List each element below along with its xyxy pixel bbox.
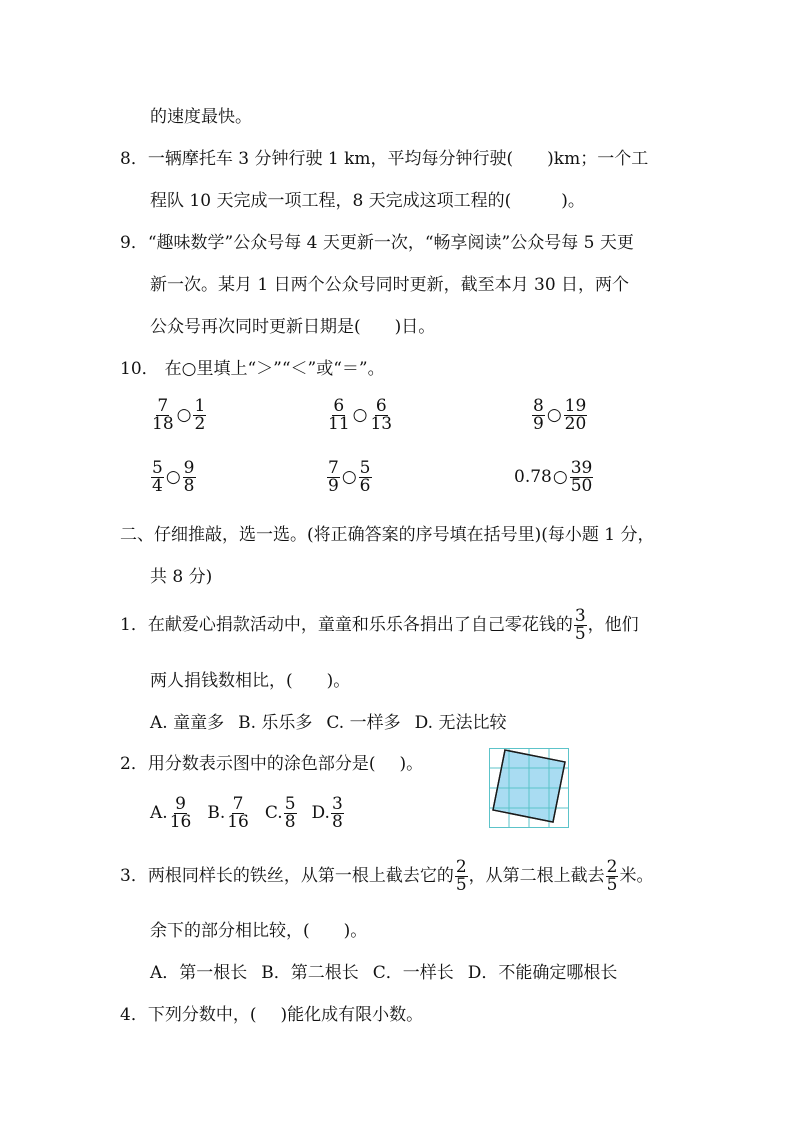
- fraction: $\frac{3}{5}$: [574, 606, 586, 644]
- q8-text-a: 一辆摩托车 3 分钟行驶 1 km，平均每分钟行驶(: [147, 149, 514, 169]
- mc3-text-b: ，从第二根上截去: [468, 866, 605, 886]
- fraction: $\frac{39}{50}$: [570, 458, 593, 496]
- fraction: $\frac{5}{4}$: [152, 458, 163, 496]
- mc1-text-2b: )。: [326, 671, 351, 691]
- mc3-line2: [150, 920, 367, 942]
- q10-item-1: [150, 398, 207, 433]
- mc1-text: 在献爱心捐款活动中，童童和乐乐各捐出了自己零花钱的: [147, 615, 573, 635]
- mc1-line2: [150, 670, 350, 692]
- mc3-line1: [120, 859, 653, 894]
- mc3-text-2a: 余下的部分相比较，(: [150, 921, 310, 941]
- q10-item-4: [150, 460, 197, 495]
- mc2-text-a: 用分数表示图中的涂色部分是(: [147, 754, 376, 774]
- q8-text-b: )km；一个工: [547, 149, 649, 169]
- fraction: $\frac{6}{13}$: [370, 396, 393, 434]
- compare-circle[interactable]: ○: [546, 405, 562, 425]
- q7-tail: 的速度最快。: [150, 107, 252, 127]
- compare-circle[interactable]: ○: [176, 405, 192, 425]
- fraction: $\frac{7}{18}$: [152, 396, 174, 434]
- section2-heading-line1: 二、仔细推敲，选一选。(将正确答案的序号填在括号里)(每小题 1 分，: [120, 525, 655, 545]
- q9-line3: [150, 316, 435, 338]
- fraction: $\frac{6}{11}$: [328, 396, 350, 434]
- q10-item-2: [326, 398, 394, 433]
- q10-item-3: [531, 398, 588, 433]
- fraction: $\frac{5}{6}$: [359, 458, 371, 496]
- fraction: $\frac{7}{9}$: [328, 458, 339, 496]
- mc3-option-b[interactable]: B．第二根长: [261, 963, 359, 983]
- q8-line2: [150, 190, 585, 212]
- mc2-option-b[interactable]: B. $\frac{7}{16}$: [207, 794, 249, 832]
- mc1-option-d[interactable]: D. 无法比较: [414, 713, 507, 733]
- fraction: $\frac{8}{9}$: [533, 396, 544, 434]
- q9-text-3b: )日。: [394, 317, 436, 337]
- mc3-number: 3．: [120, 866, 148, 886]
- q9-line1: [120, 232, 634, 254]
- decimal-value: 0.78: [514, 467, 552, 487]
- compare-circle[interactable]: ○: [341, 467, 357, 487]
- q10-item-5: [326, 460, 373, 495]
- mc3-option-a[interactable]: A．第一根长: [150, 963, 248, 983]
- q9-line2: 新一次。某月 1 日两个公众号同时更新，截至本月 30 日，两个: [150, 275, 630, 295]
- mc2-text-b: )。: [399, 754, 424, 774]
- fraction: $\frac{1}{2}$: [194, 396, 206, 434]
- mc1-line1: [120, 608, 639, 643]
- mc2-number: 2．: [120, 754, 148, 774]
- mc1-text-end: ，他们: [587, 615, 639, 635]
- q10-number: 10．: [120, 359, 159, 379]
- fraction: $\frac{2}{5}$: [606, 857, 618, 895]
- mc3-option-d[interactable]: D．不能确定哪根长: [467, 963, 618, 983]
- q10-item-6: [514, 460, 594, 495]
- mc1-options: [150, 712, 506, 734]
- q9-number: 9．: [120, 233, 148, 253]
- shaded-square-grid-figure: [489, 748, 569, 828]
- mc1-option-b[interactable]: B. 乐乐多: [238, 713, 313, 733]
- fraction: $\frac{19}{20}$: [564, 396, 587, 434]
- q10-text: 在○里填上“＞”“＜”或“＝”。: [164, 359, 385, 379]
- mc2-option-a[interactable]: A. $\frac{9}{16}$: [150, 794, 192, 832]
- mc3-text-c: 米。: [619, 866, 654, 886]
- mc4-text-a: 下列分数中，(: [147, 1005, 257, 1025]
- compare-circle[interactable]: ○: [352, 405, 368, 425]
- compare-circle[interactable]: ○: [552, 467, 568, 487]
- mc1-text-2a: 两人捐钱数相比，(: [150, 671, 293, 691]
- mc2-option-c[interactable]: C. $\frac{5}{8}$: [264, 794, 296, 832]
- mc3-option-c[interactable]: C．一样长: [372, 963, 454, 983]
- mc1-option-c[interactable]: C. 一样多: [326, 713, 401, 733]
- fraction: $\frac{9}{8}$: [183, 458, 195, 496]
- q8-line1: [120, 148, 648, 170]
- mc4-line1: [120, 1004, 423, 1026]
- mc4-number: 4．: [120, 1005, 148, 1025]
- q8-text-d: )。: [561, 191, 585, 211]
- q8-number: 8．: [120, 149, 148, 169]
- mc2-options: [150, 796, 345, 831]
- q9-text-1: “趣味数学”公众号每 4 天更新一次，“畅享阅读”公众号每 5 天更: [147, 233, 634, 253]
- q10-heading: [120, 358, 385, 380]
- section2-heading-line2: 共 8 分): [150, 567, 213, 587]
- mc1-option-a[interactable]: A. 童童多: [150, 713, 225, 733]
- mc4-text-b: )能化成有限小数。: [280, 1005, 424, 1025]
- mc2-option-d[interactable]: D. $\frac{3}{8}$: [311, 794, 343, 832]
- q8-text-c: 程队 10 天完成一项工程，8 天完成这项工程的(: [150, 191, 512, 211]
- fraction: $\frac{2}{5}$: [455, 857, 467, 895]
- mc2-line1: [120, 753, 423, 775]
- mc3-options: [150, 962, 617, 984]
- mc1-number: 1．: [120, 615, 148, 635]
- compare-circle[interactable]: ○: [165, 467, 181, 487]
- mc3-text-2b: )。: [343, 921, 368, 941]
- mc3-text-a: 两根同样长的铁丝，从第一根上截去它的: [147, 866, 454, 886]
- q9-text-3a: 公众号再次同时更新日期是(: [150, 317, 361, 337]
